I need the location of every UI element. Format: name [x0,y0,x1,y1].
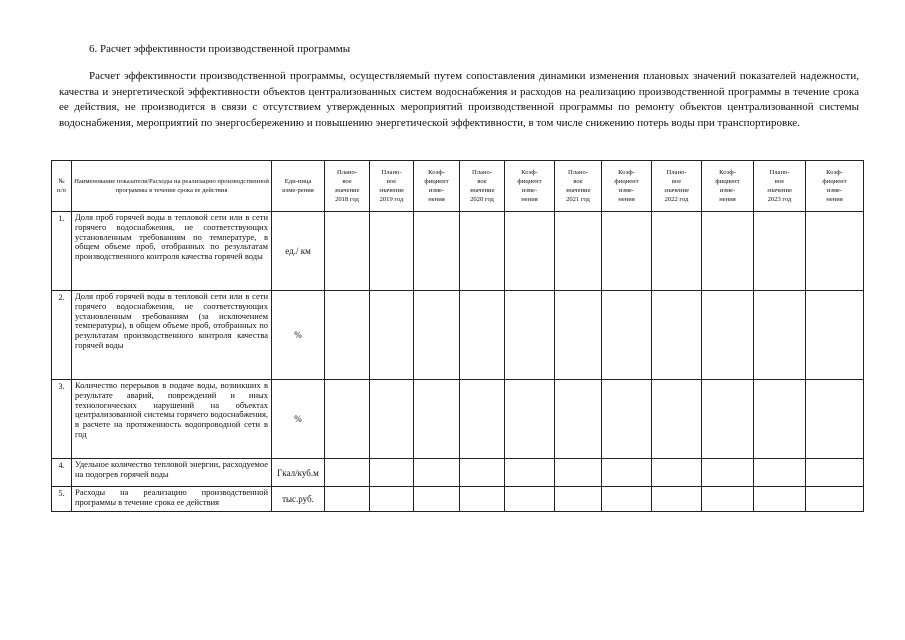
table-header-row [52,161,864,212]
empty-cell [702,212,754,291]
header-plan-2018: Плано- вое значение 2018 год [325,161,370,212]
empty-cell [414,487,460,512]
empty-cell [602,487,652,512]
empty-cell [806,459,864,487]
empty-cell [370,459,414,487]
empty-cell [325,212,370,291]
empty-cell [652,487,702,512]
empty-cell [806,487,864,512]
row-unit: Гкал/куб.м [272,459,325,487]
empty-cell [414,212,460,291]
header-coef-2019: Коэф- фициент изме- нения [414,161,460,212]
empty-cell [806,212,864,291]
row-indicator-name: Доля проб горячей воды в тепловой сети или в сети горячего водоснабжения, не соответствующих установленным требованиям по температуре, в общем объеме проб, отобранных по результатам производственного контроля качества горячей воды [72,212,272,291]
empty-cell [505,291,555,380]
empty-cell [602,212,652,291]
header-plan-2020: Плано- вое значение 2020 год [460,161,505,212]
row-number: 5. [52,487,72,512]
row-unit: ед./ км [272,212,325,291]
empty-cell [325,487,370,512]
empty-cell [754,212,806,291]
empty-cell [652,459,702,487]
empty-cell [754,380,806,459]
empty-cell [370,212,414,291]
empty-cell [702,291,754,380]
table-row [52,380,864,459]
empty-cell [754,291,806,380]
empty-cell [754,487,806,512]
section-title: 6. Расчет эффективности производственной программы [89,43,351,55]
empty-cell [460,291,505,380]
row-number: 4. [52,459,72,487]
empty-cell [325,291,370,380]
empty-cell [325,459,370,487]
empty-cell [370,291,414,380]
empty-cell [414,459,460,487]
table-row [52,212,864,291]
empty-cell [555,487,602,512]
row-number: 1. [52,212,72,291]
empty-cell [806,380,864,459]
header-num: № п/п [52,161,72,212]
empty-cell [325,380,370,459]
empty-cell [460,487,505,512]
empty-cell [460,459,505,487]
header-unit: Еди-ница изме-рения [272,161,325,212]
row-unit: % [272,291,325,380]
empty-cell [505,380,555,459]
empty-cell [602,291,652,380]
header-plan-2023: Плано- вое значение 2023 год [754,161,806,212]
empty-cell [754,459,806,487]
row-unit: % [272,380,325,459]
empty-cell [414,291,460,380]
empty-cell [602,459,652,487]
empty-cell [806,291,864,380]
empty-cell [505,487,555,512]
header-coef-2023: Коэф- фициент изме- нения [806,161,864,212]
empty-cell [702,459,754,487]
empty-cell [370,380,414,459]
row-unit: тыс.руб. [272,487,325,512]
header-plan-2021: Плано- вое значение 2021 год [555,161,602,212]
table-row [52,291,864,380]
header-coef-2020: Коэф- фициент изме- нения [505,161,555,212]
empty-cell [652,291,702,380]
row-indicator-name: Количество перерывов в подаче воды, возникших в результате аварий, повреждений и иных технологических нарушений на объектах централизованной системы горячего водоснабжения, в расчете на протяженность водопроводной сети в год [72,380,272,459]
empty-cell [652,380,702,459]
header-coef-2022: Коэф- фициент изме- нения [702,161,754,212]
row-indicator-name: Доля проб горячей воды в тепловой сети или в сети горячего водоснабжения, не соответствующих установленным требованиям (за исключением температуры), в общем объеме проб, отобранных по результатам производственного контроля качества горячей воды [72,291,272,380]
empty-cell [555,291,602,380]
empty-cell [555,212,602,291]
table-row [52,459,864,487]
empty-cell [460,380,505,459]
empty-cell [414,380,460,459]
empty-cell [505,459,555,487]
efficiency-table [51,160,864,512]
row-indicator-name: Удельное количество тепловой энергии, расходуемое на подогрев горячей воды [72,459,272,487]
empty-cell [555,380,602,459]
empty-cell [505,212,555,291]
empty-cell [602,380,652,459]
row-number: 2. [52,291,72,380]
empty-cell [370,487,414,512]
row-indicator-name: Расходы на реализацию производственной программы в течение срока ее действия [72,487,272,512]
header-plan-2019: Плано- вое значение 2019 год [370,161,414,212]
empty-cell [555,459,602,487]
header-coef-2021: Коэф- фициент изме- нения [602,161,652,212]
empty-cell [702,380,754,459]
empty-cell [702,487,754,512]
header-plan-2022: Плано- вое значение 2022 год [652,161,702,212]
intro-paragraph: Расчет эффективности производственной программы, осуществляемый путем сопоставления динамики изменения плановых значений показателей надежности, качества и энергетической эффективности объектов централизованных систем водоснабжения и расходов на реализацию производственной программы в течение срока ее действия, не производится в связи с отсутствием утвержденных мероприятий производственной программы по ремонту объектов централизованной системы водоснабжения, мероприятий по энергосбережению и повышению энергетической эффективности, в том числе снижению потерь воды при транспортировке. [59,70,859,129]
empty-cell [652,212,702,291]
table-row [52,487,864,512]
header-indicator-name: Наименование показателя/Расходы на реализацию производственной программы в течение срока ее действия [72,161,272,212]
empty-cell [460,212,505,291]
row-number: 3. [52,380,72,459]
